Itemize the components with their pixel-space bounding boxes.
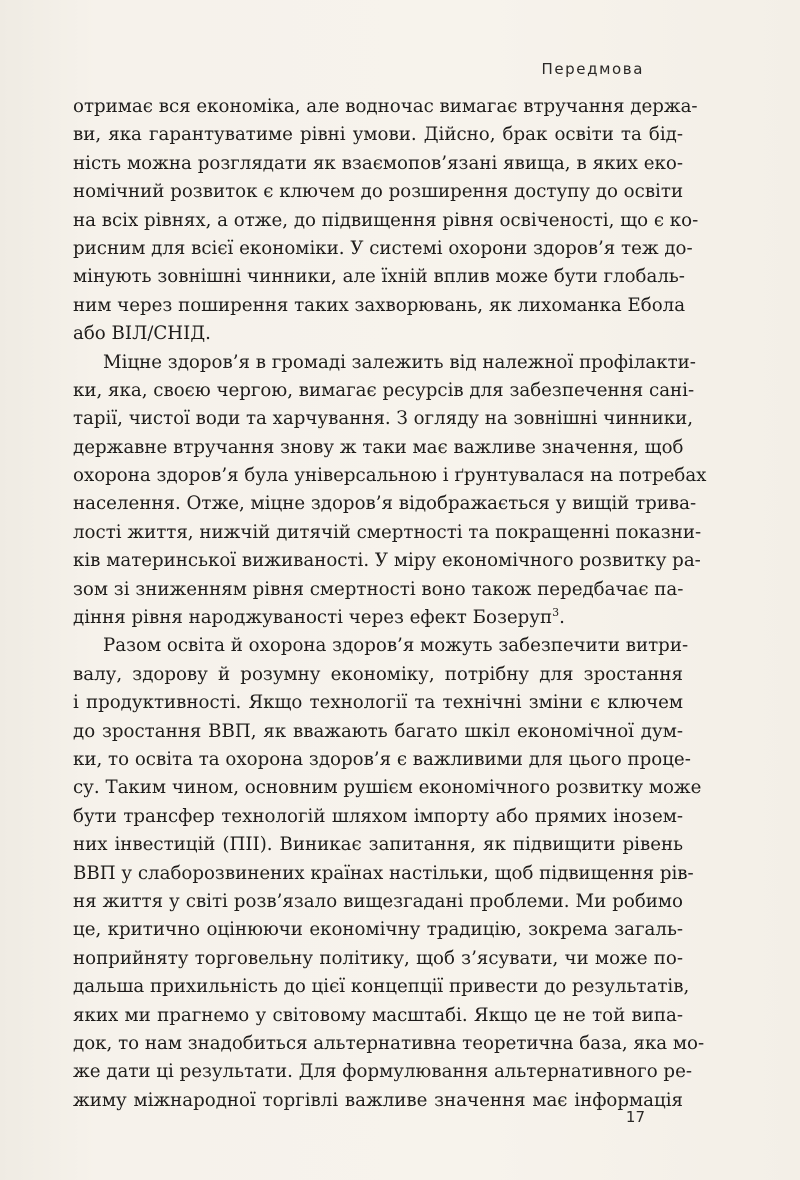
text-line: отримає вся економіка, але водночас вимагає втручання держа-: [73, 96, 698, 117]
text-line: ним через поширення таких захворювань, як лихоманка Ебола: [73, 294, 686, 316]
body-text: [73, 93, 707, 1115]
page-number: 17: [625, 1108, 645, 1126]
paragraph: [73, 632, 705, 1115]
paragraph: [73, 349, 707, 633]
text-line: рисним для всієї економіки. У системі охорони здоров’я теж до-: [73, 237, 693, 259]
text-line: ків материнської виживаності. У міру економічного розвитку ра-: [73, 550, 701, 572]
running-head: Передмова: [541, 60, 644, 78]
text-line: Міцне здоров’я в громаді залежить від належної профілакти-: [103, 351, 696, 373]
text-line: ки, то освіта та охорона здоров’я є важливими для цього проце-: [73, 748, 691, 770]
text-line: су. Таким чином, основним рушієм економічного розвитку може: [73, 777, 702, 799]
text-line: тарії, чистої води та харчування. З огляду на зовнішні чинники,: [73, 408, 694, 430]
footnote-reference: 3: [552, 605, 560, 619]
text-line: ви, яка гарантуватиме рівні умови. Дійсно, брак освіти та бід-: [73, 124, 683, 146]
text-line: жиму міжнародної торгівлі важливе значення має інформація: [73, 1089, 683, 1111]
text-line: яких ми прагнемо у світовому масштабі. Якщо це не той випа-: [73, 1004, 683, 1026]
text-line: ки, яка, своєю чергою, вимагає ресурсів для забезпечення сані-: [73, 379, 695, 401]
text-line: номічний розвиток є ключем до розширення доступу до освіти: [73, 181, 684, 203]
text-line: населення. Отже, міцне здоров’я відображається у вищій трива-: [73, 493, 697, 515]
text-line: ня життя у світі розв’язало вищезгадані проблеми. Ми робимо: [73, 890, 683, 912]
text-line: ність можна розглядати як взаємопов’язані явища, в яких еко-: [73, 152, 683, 174]
text-line: державне втручання знову ж таки має важливе значення, щоб: [73, 436, 684, 458]
text-line: це, критично оцінюючи економічну традицію, зокрема загаль-: [73, 919, 683, 941]
footnote-tail: .: [559, 607, 565, 629]
text-line: валу, здорову й розумну економіку, потрібну для зростання: [73, 663, 683, 685]
text-line: док, то нам знадобиться альтернативна теоретична база, яка мо-: [73, 1032, 705, 1054]
text-line: мінують зовнішні чинники, але їхній вплив може бути глобаль-: [73, 266, 685, 288]
text-line: лості життя, нижчій дитячій смертності та покращенні показни-: [73, 521, 702, 543]
text-line: до зростання ВВП, як вважають багато шкіл економічної дум-: [73, 720, 683, 742]
text-line: ноприйняту торговельну політику, щоб з’ясувати, чи може по-: [73, 947, 683, 969]
text-line: же дати ці результати. Для формулювання альтернативного ре-: [73, 1061, 692, 1083]
text-line: і продуктивності. Якщо технології та технічні зміни є ключем: [73, 692, 683, 714]
text-line: бути трансфер технологій шляхом імпорту або прямих інозем-: [73, 805, 683, 827]
text-line: зом зі зниженням рівня смертності воно також передбачає па-: [73, 578, 684, 600]
text-line: діння рівня народжуваності через ефект Бозеруп$^3$.: [73, 605, 565, 629]
text-line: Разом освіта й охорона здоров’я можуть забезпечити витри-: [103, 635, 689, 657]
text-line: ВВП у слаборозвинених країнах настільки, щоб підвищення рів-: [73, 862, 694, 884]
text-line: на всіх рівнях, а отже, до підвищення рівня освіченості, що є ко-: [73, 209, 699, 231]
text-line: охорона здоров’я була універсальною і ґрунтувалася на потребах: [73, 465, 707, 487]
text-line: або ВІЛ/СНІД.: [73, 323, 211, 345]
text-line: дальша прихильність до цієї концепції привести до результатів,: [73, 976, 690, 998]
text-line: них інвестицій (ПІІ). Виникає запитання, як підвищити рівень: [73, 834, 683, 856]
paragraph: [73, 93, 699, 349]
